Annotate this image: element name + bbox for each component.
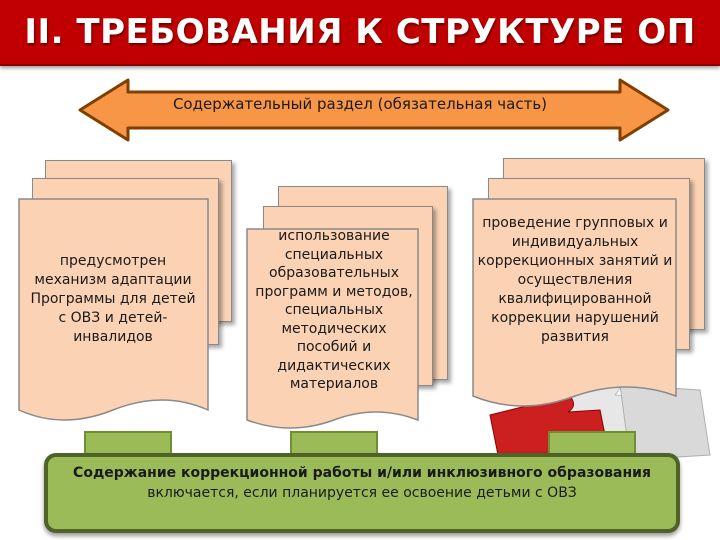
- bottom-summary-box: [44, 453, 680, 533]
- bottom-summary-text: [48, 463, 676, 503]
- slide-title: II. ТРЕБОВАНИЯ К СТРУКТУРЕ ОП: [24, 12, 696, 52]
- card-1-text: предусмотрен механизм адаптации Программы для детей с ОВЗ и детей-инвалидов: [30, 253, 196, 345]
- arrow-label: Содержательный раздел (обязательная часть): [172, 95, 548, 113]
- bottom-summary-line-1: Содержание коррекционной работы и/или инклюзивного образования: [73, 465, 651, 481]
- double-arrow: [0, 0, 720, 160]
- card-3-text: проведение групповых и индивидуальных коррекционных занятий и осуществления квалифицированной коррекции нарушений развития: [477, 215, 673, 345]
- bottom-summary-line-2: включается, если планируется ее освоение детьми с ОВЗ: [147, 485, 577, 501]
- card-2-text: использование специальных образовательных программ и методов, специальных методических пособий и дидактических материалов: [255, 228, 413, 392]
